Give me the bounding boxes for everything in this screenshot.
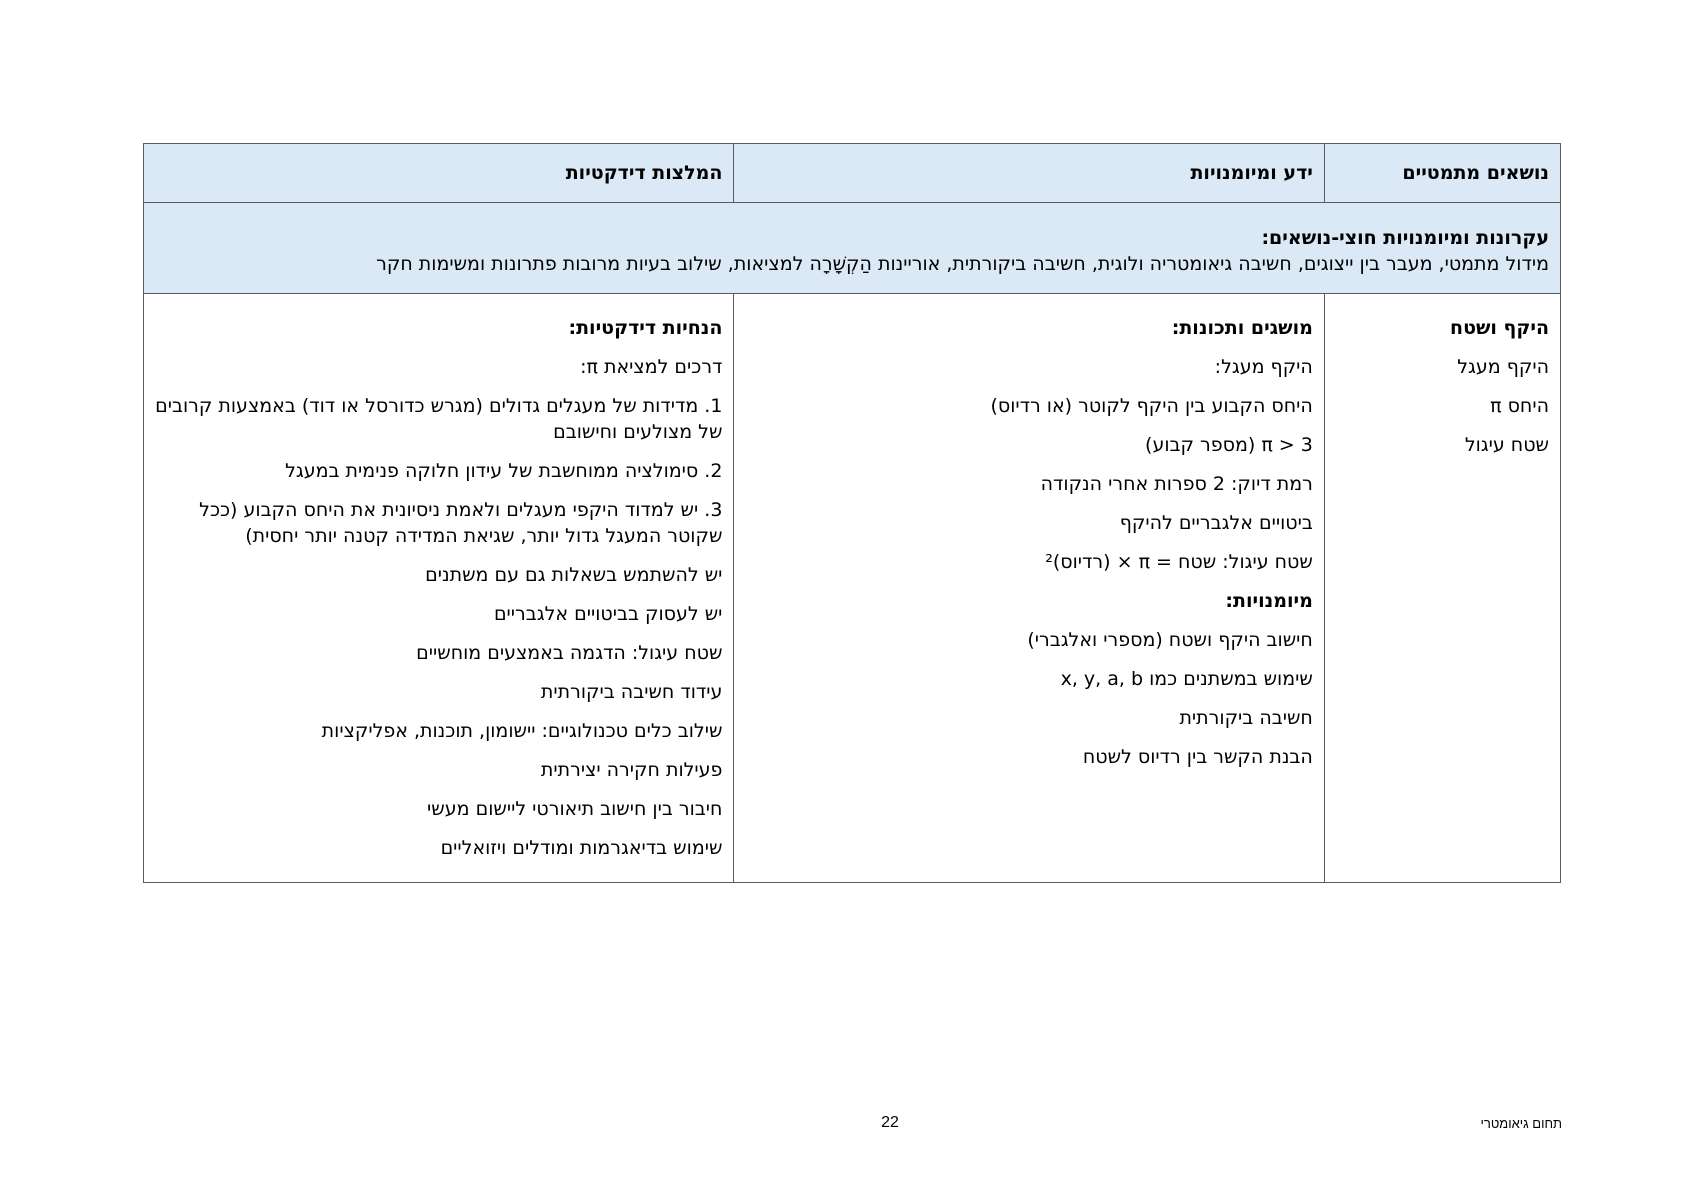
cross-topic-cell [144, 203, 1561, 294]
skill-item: הבנת הקשר בין רדיוס לשטח [1082, 746, 1313, 768]
didactic-item: חיבור בין חישוב תיאורטי ליישום מעשי [427, 798, 723, 820]
didactic-item: יש להשתמש בשאלות גם עם משתנים [425, 564, 723, 586]
didactic-cell [144, 294, 734, 883]
header-row [144, 144, 1561, 203]
header-topics: נושאים מתמטיים [1324, 144, 1560, 203]
didactic-item: עידוד חשיבה ביקורתית [540, 681, 723, 703]
concept-item: שטח עיגול: שטח = π × (רדיוס)² [1045, 551, 1313, 573]
concept-item: היחס הקבוע בין היקף לקוטר (או רדיוס) [990, 395, 1313, 417]
header-knowledge: ידע ומיומנויות [734, 144, 1324, 203]
skill-item: שימוש במשתנים כמו x, y, a, b [1060, 668, 1313, 690]
concept-item: ביטויים אלגבריים להיקף [1119, 512, 1313, 534]
concept-item: רמת דיוק: 2 ספרות אחרי הנקודה [1040, 473, 1313, 495]
topics-cell [1324, 294, 1560, 883]
concepts-title: מושגים ותכונות: [1171, 317, 1313, 339]
skill-item: חשיבה ביקורתית [1179, 707, 1313, 729]
page-number: 22 [881, 1114, 899, 1131]
topic-item: שטח עיגול [1464, 434, 1549, 456]
didactic-item: דרכים למציאת π: [580, 356, 723, 378]
content-row [144, 294, 1561, 883]
topics-title: היקף ושטח [1450, 317, 1549, 339]
didactic-item: 3. יש למדוד היקפי מעגלים ולאמת ניסיונית את היחס הקבוע (ככל שקוטר המעגל גדול יותר, שגיאת המדידה קטנה יותר יחסית) [199, 499, 723, 547]
topic-item: היקף מעגל [1457, 356, 1549, 378]
didactic-item: 2. סימולציה ממוחשבת של עידון חלוקה פנימית במעגל [285, 460, 723, 482]
didactic-item: 1. מדידות של מעגלים גדולים (מגרש כדורסל או דוד) באמצעות קרובים של מצולעים וחישובם [155, 395, 723, 443]
curriculum-table [143, 143, 1561, 883]
didactic-item: שטח עיגול: הדגמה באמצעים מוחשיים [416, 642, 723, 664]
cross-topic-title: עקרונות ומיומנויות חוצי-נושאים: [1261, 227, 1549, 249]
footer-section-label: תחום גיאומטרי [1480, 1116, 1562, 1131]
concept-item: π > 3 (מספר קבוע) [1145, 434, 1313, 456]
didactic-title: הנחיות דידקטיות: [568, 317, 723, 339]
topic-item: היחס π [1490, 395, 1549, 417]
knowledge-cell [734, 294, 1324, 883]
cross-topic-text: מידול מתמטי, מעבר בין ייצוגים, חשיבה גיאומטריה ולוגית, חשיבה ביקורתית, אוריינות הַקְשָׁרָה למציאות, שילוב בעיות מרובות פתרונות ומשימות חקר [376, 253, 1549, 275]
didactic-item: פעילות חקירה יצירתית [540, 759, 723, 781]
didactic-item: שילוב כלים טכנולוגיים: יישומון, תוכנות, אפליקציות [321, 720, 723, 742]
didactic-item: שימוש בדיאגרמות ומודלים ויזואליים [440, 837, 723, 859]
skills-title: מיומנויות: [1225, 590, 1313, 612]
header-didactic: המלצות דידקטיות [144, 144, 734, 203]
didactic-item: יש לעסוק בביטויים אלגבריים [493, 603, 723, 625]
skill-item: חישוב היקף ושטח (מספרי ואלגברי) [1027, 629, 1313, 651]
cross-topic-row [144, 203, 1561, 294]
concept-item: היקף מעגל: [1214, 356, 1313, 378]
